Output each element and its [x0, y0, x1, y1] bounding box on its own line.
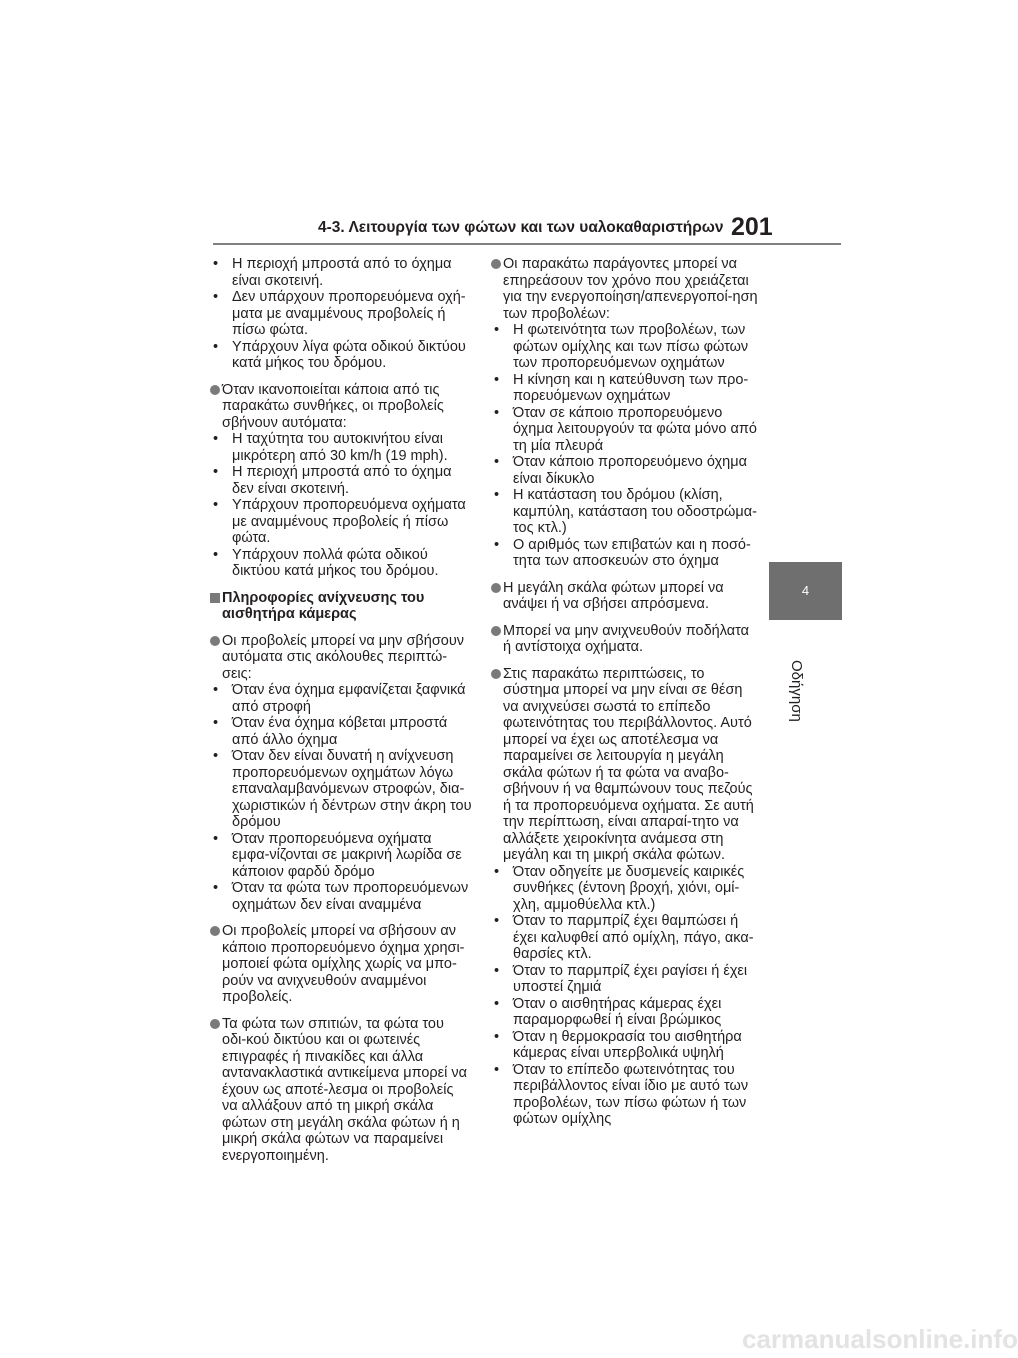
content-block: [210, 1016, 472, 1165]
list-item: [491, 405, 761, 455]
bullet-paragraph: [210, 923, 472, 1006]
list-item: [210, 497, 472, 547]
list-item: [210, 715, 472, 748]
list-item-text: Όταν το παρμπρίζ έχει θαμπώσει ή έχει καλυφθεί από ομίχλη, πάγο, ακα-θαρσίες κτλ.: [513, 913, 754, 962]
list-item: [210, 289, 472, 339]
list-item: [210, 682, 472, 715]
list-item-text: Όταν το επίπεδο φωτεινότητας του περιβάλλοντος είναι ίδιο με αυτό των προβολέων, των πίσω φώτων ή των φώτων ομίχλης: [513, 1061, 749, 1127]
dot-bullet-icon: •: [494, 487, 500, 503]
heading-text: [210, 590, 472, 623]
bullet-paragraph: [491, 256, 761, 322]
list-item: [210, 431, 472, 464]
bullet-paragraph: [491, 623, 761, 656]
page-number: 201: [731, 213, 773, 241]
dot-bullet-icon: •: [213, 715, 219, 731]
dot-bullet-icon: •: [213, 880, 219, 896]
list-item-text: Όταν οδηγείτε με δυσμενείς καιρικές συνθήκες (έντονη βροχή, χιόνι, ομί-χλη, αμμοθύελλα κτλ.): [513, 863, 745, 913]
list-item: [210, 880, 472, 913]
dot-bullet-icon: •: [494, 863, 500, 880]
content-block: [210, 382, 472, 580]
dot-bullet-icon: •: [494, 404, 500, 421]
list-item-text: Όταν ένα όχημα εμφανίζεται ξαφνικά από στροφή: [232, 682, 466, 715]
heading-label: Πληροφορίες ανίχνευσης του αισθητήρα κάμερας: [222, 589, 425, 622]
bullet-paragraph: [210, 382, 472, 432]
content-block: [491, 666, 761, 1128]
chapter-tab: 4: [769, 562, 842, 620]
list-item-text: Υπάρχουν λίγα φώτα οδικού δικτύου κατά μήκος του δρόμου.: [232, 338, 466, 371]
paragraph-text: Η μεγάλη σκάλα φώτων μπορεί να ανάψει ή να σβήσει απρόσμενα.: [503, 579, 724, 612]
list-item-text: Όταν κάποιο προπορευόμενο όχημα είναι δίκυκλο: [513, 454, 747, 487]
bullet-paragraph: [210, 633, 472, 683]
watermark: carmanualsonline.info: [742, 1324, 1018, 1354]
dot-bullet-icon: •: [213, 748, 219, 764]
list-item-text: Όταν σε κάποιο προπορευόμενο όχημα λειτουργούν τα φώτα μόνο από τη μία πλευρά: [513, 404, 757, 454]
dot-bullet-icon: •: [213, 289, 219, 305]
list-item: [210, 464, 472, 497]
paragraph-text: Όταν ικανοποιείται κάποια από τις παρακάτω συνθήκες, οι προβολείς σβήνουν αυτόματα:: [222, 381, 444, 431]
dot-bullet-icon: •: [213, 464, 219, 480]
circle-bullet-icon: [491, 583, 501, 593]
dot-bullet-icon: •: [494, 371, 500, 388]
list-item-text: Η ταχύτητα του αυτοκινήτου είναι μικρότερη από 30 km/h (19 mph).: [232, 431, 448, 464]
left-column: [210, 256, 472, 1174]
dot-bullet-icon: •: [494, 1061, 500, 1078]
bullet-paragraph: [210, 1016, 472, 1165]
circle-bullet-icon: [210, 385, 220, 395]
bullet-paragraph: [491, 666, 761, 864]
list-item-text: Όταν ένα όχημα κόβεται μπροστά από άλλο όχημα: [232, 715, 448, 748]
list-item-text: Η κίνηση και η κατεύθυνση των προ-πορευόμενων οχημάτων: [513, 371, 749, 404]
dot-bullet-icon: •: [494, 1028, 500, 1045]
header-divider: [213, 243, 841, 245]
list-item: [491, 1029, 761, 1062]
content-block: [491, 623, 761, 656]
list-item-text: Η περιοχή μπροστά από το όχημα δεν είναι σκοτεινή.: [232, 464, 452, 497]
list-item: [210, 339, 472, 372]
list-item-text: Όταν προπορευόμενα οχήματα εμφα-νίζονται σε μακρινή λωρίδα σε κάποιον φαρδύ δρόμο: [232, 830, 462, 880]
dot-bullet-icon: •: [213, 830, 219, 847]
dot-bullet-icon: •: [213, 256, 219, 272]
list-item: [491, 322, 761, 372]
dot-bullet-icon: •: [494, 962, 500, 979]
list-item: [491, 913, 761, 963]
dot-bullet-icon: •: [213, 497, 219, 513]
list-item: [491, 537, 761, 570]
paragraph-text: Στις παρακάτω περιπτώσεις, το σύστημα μπορεί να μην είναι σε θέση να ανιχνεύσει σωστά το επίπεδο φωτεινότητας του περιβάλλοντος. Αυτό μπορεί να έχει ως αποτέλεσμα να παραμείνει σε λειτουργία η μεγάλη σκάλα φώτων ή τα φώτα να αναβο-σβήνουν ή να θαμπώνουν τους πεζούς ή τα προπορευόμενα οχήματα. Σε αυτή την περίπτωση, είναι απαραί-τητο να αλλάξετε χειροκίνητα ανάμεσα στη μεγάλη και τη μικρή σκάλα φώτων.: [503, 665, 754, 863]
list-item-text: Η φωτεινότητα των προβολέων, των φώτων ομίχλης και των πίσω φώτων των προπορευόμενων οχημάτων: [513, 322, 749, 371]
paragraph-text: Οι προβολείς μπορεί να σβήσουν αν κάποιο προπορευόμενο όχημα χρησι-μοποιεί φώτα ομίχλης χωρίς να μπο-ρούν να ανιχνευθούν αναμμένοι προβολείς.: [222, 923, 465, 1005]
list-item-text: Η περιοχή μπροστά από το όχημα είναι σκοτεινή.: [232, 256, 452, 289]
content-block: [210, 256, 472, 372]
list-item: [491, 963, 761, 996]
list-item-text: Ο αριθμός των επιβατών και η ποσό-τητα των αποσκευών στο όχημα: [513, 536, 751, 569]
list-item: [491, 372, 761, 405]
dot-bullet-icon: •: [494, 454, 500, 470]
content-block: [210, 633, 472, 914]
circle-bullet-icon: [210, 1019, 220, 1029]
list-item-text: Όταν η θερμοκρασία του αισθητήρα κάμερας είναι υπερβολικά υψηλή: [513, 1028, 742, 1061]
circle-bullet-icon: [491, 669, 501, 679]
dot-bullet-icon: •: [494, 995, 500, 1012]
bullet-paragraph: [491, 580, 761, 613]
paragraph-text: Οι παρακάτω παράγοντες μπορεί να επηρεάσουν τον χρόνο που χρειάζεται για την ενεργοποίηση/απενεργοποί-ηση των προβολέων:: [503, 256, 758, 322]
list-item-text: Υπάρχουν πολλά φώτα οδικού δικτύου κατά μήκος του δρόμου.: [232, 546, 439, 579]
list-item: [491, 454, 761, 487]
dot-bullet-icon: •: [213, 338, 219, 355]
list-item: [491, 996, 761, 1029]
list-item-text: Όταν δεν είναι δυνατή η ανίχνευση προπορευόμενων οχημάτων λόγω επαναλαμβανόμενων στροφών, δια-χωριστικών ή δέντρων στην άκρη του δρόμου: [232, 748, 472, 830]
list-item: [210, 547, 472, 580]
paragraph-text: Τα φώτα των σπιτιών, τα φώτα του οδι-κού δικτύου και οι φωτεινές επιγραφές ή πινακίδες και άλλα αντανακλαστικά αντικείμενα μπορεί να έχουν ως αποτέ-λεσμα οι προβολείς να αλλάξουν από τη μικρή σκάλα φώτων στη μεγάλη σκάλα φώτων ή η μικρή σκάλα φώτων να παραμείνει ενεργοποιημένη.: [222, 1015, 468, 1164]
content-block: [491, 256, 761, 570]
right-column: [491, 256, 761, 1138]
dot-bullet-icon: •: [494, 322, 500, 338]
list-item-text: Όταν τα φώτα των προπορευόμενων οχημάτων δεν είναι αναμμένα: [232, 880, 469, 913]
dot-bullet-icon: •: [213, 546, 219, 563]
list-item-text: Δεν υπάρχουν προπορευόμενα οχή-ματα με αναμμένους προβολείς ή πίσω φώτα.: [232, 289, 466, 338]
list-item: [210, 831, 472, 881]
list-item: [210, 748, 472, 831]
content-block: [210, 923, 472, 1006]
paragraph-text: Μπορεί να μην ανιχνευθούν ποδήλατα ή αντίστοιχα οχήματα.: [503, 622, 750, 655]
circle-bullet-icon: [210, 926, 220, 936]
list-item: [491, 487, 761, 537]
dot-bullet-icon: •: [494, 913, 500, 929]
section-heading: [210, 590, 472, 623]
list-item-text: Η κατάσταση του δρόμου (κλίση, καμπύλη, κατάσταση του οδοστρώμα-τος κτλ.): [513, 487, 757, 536]
content-block: [491, 580, 761, 613]
circle-bullet-icon: [491, 626, 501, 636]
list-item: [491, 1062, 761, 1128]
list-item-text: Όταν ο αισθητήρας κάμερας έχει παραμορφωθεί ή είναι βρώμικος: [513, 995, 722, 1028]
dot-bullet-icon: •: [494, 536, 500, 553]
chapter-label: Οδήγηση: [788, 660, 805, 722]
section-title: 4-3. Λειτουργία των φώτων και των υαλοκαθαριστήρων: [318, 219, 724, 236]
list-item: [491, 864, 761, 914]
square-bullet-icon: [210, 593, 220, 603]
circle-bullet-icon: [491, 259, 501, 269]
circle-bullet-icon: [210, 636, 220, 646]
dot-bullet-icon: •: [213, 682, 219, 698]
list-item-text: Υπάρχουν προπορευόμενα οχήματα με αναμμένους προβολείς ή πίσω φώτα.: [232, 497, 466, 546]
paragraph-text: Οι προβολείς μπορεί να μην σβήσουν αυτόματα στις ακόλουθες περιπτώ-σεις:: [222, 632, 465, 682]
list-item: [210, 256, 472, 289]
list-item-text: Όταν το παρμπρίζ έχει ραγίσει ή έχει υποστεί ζημιά: [513, 962, 748, 995]
dot-bullet-icon: •: [213, 431, 219, 447]
